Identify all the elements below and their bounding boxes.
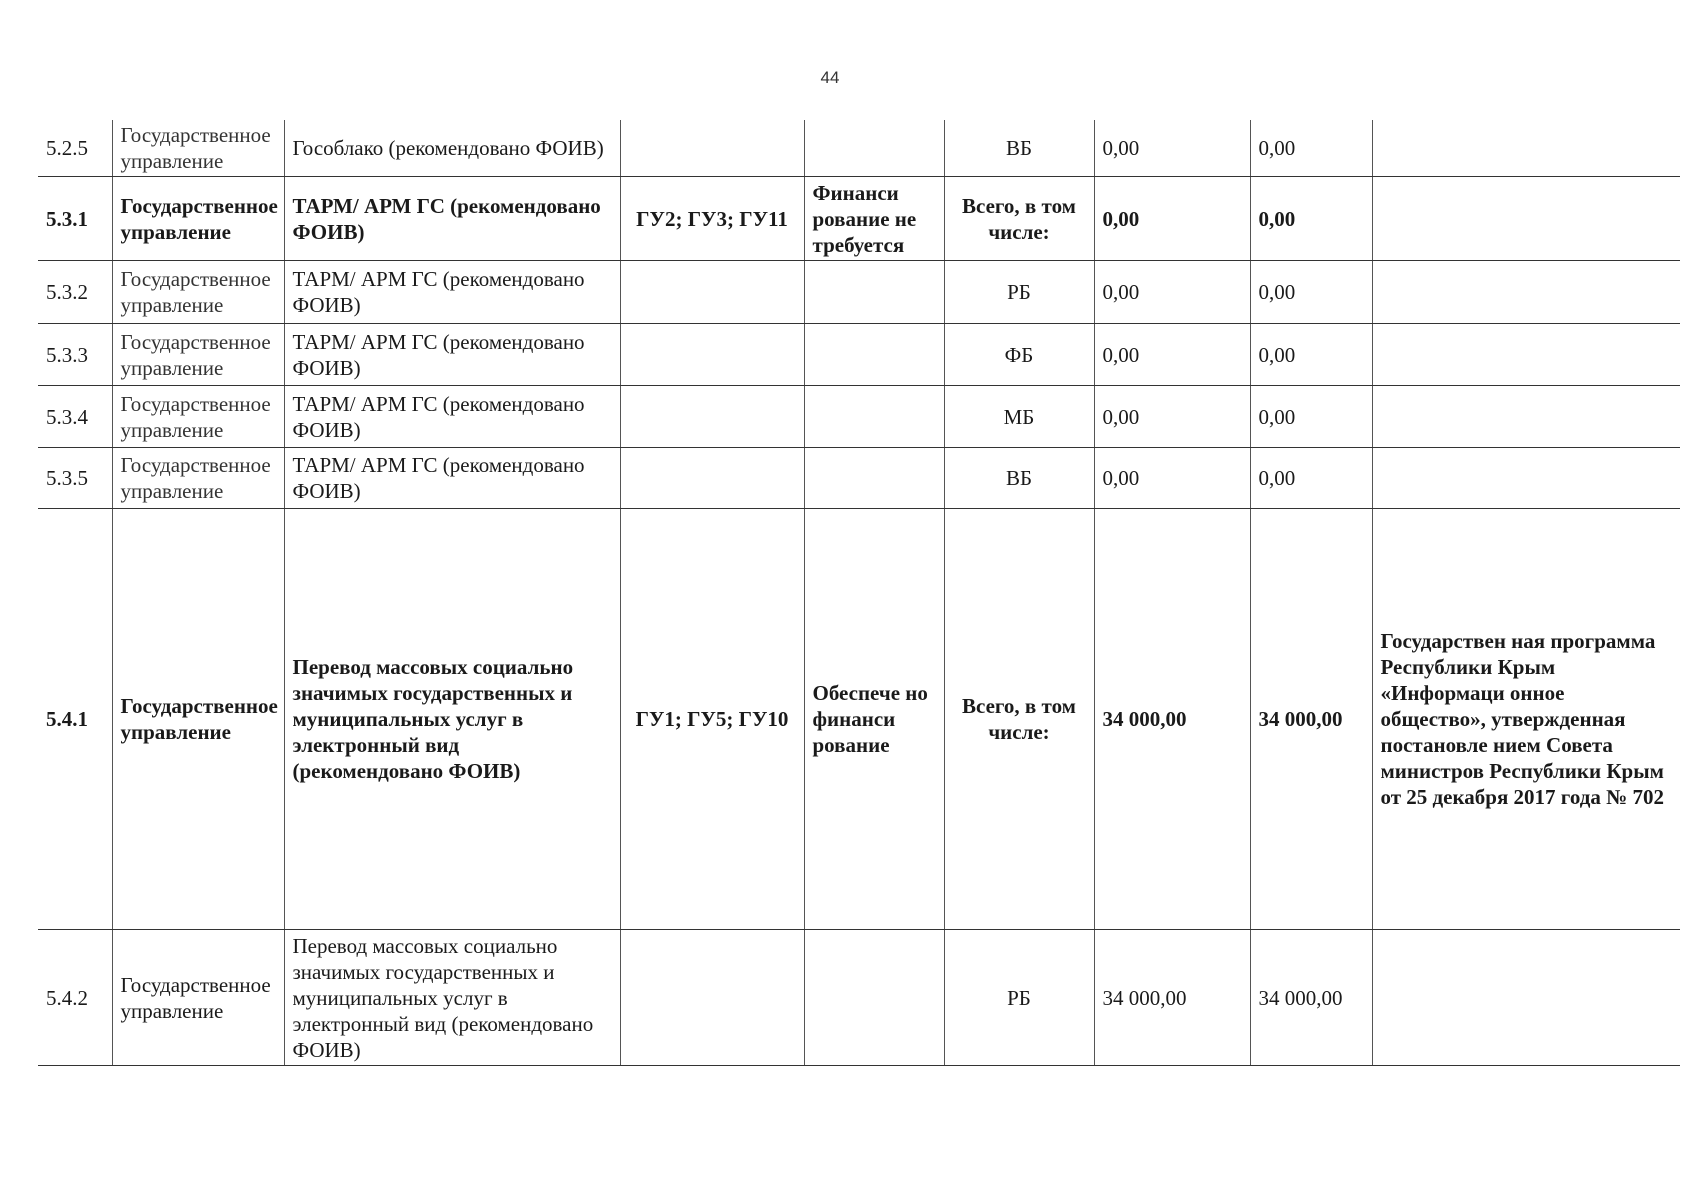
table-row [38,177,1680,261]
row-measure-name: ТАРМ/ АРМ ГС (рекомендовано ФОИВ) [284,448,620,509]
row-services [620,261,804,324]
budget-table [38,120,1680,1066]
row-value-2: 0,00 [1250,177,1372,261]
row-value-1: 0,00 [1094,177,1250,261]
table-row [38,448,1680,509]
row-measure-name: ТАРМ/ АРМ ГС (рекомендовано ФОИВ) [284,324,620,386]
row-area: Государственное управление [112,386,284,448]
row-financing [804,930,944,1066]
row-financing [804,261,944,324]
row-note: Государствен ная программа Республики Крым «Информаци онное общество», утвержденная постановле нием Совета министров Республики Крым от 25 декабря 2017 года № 702 [1372,509,1680,930]
row-area: Государственное управление [112,930,284,1066]
row-services [620,324,804,386]
row-code: 5.3.3 [38,324,112,386]
row-value-1: 0,00 [1094,324,1250,386]
row-financing: Обеспече но финанси рование [804,509,944,930]
row-note [1372,448,1680,509]
table-row [38,386,1680,448]
row-code: 5.2.5 [38,120,112,177]
row-measure-name: Гособлако (рекомендовано ФОИВ) [284,120,620,177]
row-value-2: 0,00 [1250,261,1372,324]
row-measure-name: Перевод массовых социально значимых государственных и муниципальных услуг в электронный вид (рекомендовано ФОИВ) [284,930,620,1066]
row-value-1: 34 000,00 [1094,930,1250,1066]
row-value-1: 0,00 [1094,261,1250,324]
table-row [38,930,1680,1066]
row-financing [804,120,944,177]
row-value-2: 34 000,00 [1250,930,1372,1066]
row-area: Государственное управление [112,448,284,509]
table-row [38,509,1680,930]
row-measure-name: ТАРМ/ АРМ ГС (рекомендовано ФОИВ) [284,261,620,324]
table-row [38,261,1680,324]
row-note [1372,930,1680,1066]
row-code: 5.3.4 [38,386,112,448]
row-financing [804,386,944,448]
row-note [1372,177,1680,261]
row-value-1: 34 000,00 [1094,509,1250,930]
row-note [1372,120,1680,177]
row-note [1372,261,1680,324]
row-financing [804,324,944,386]
row-note [1372,324,1680,386]
row-area: Государственное управление [112,509,284,930]
row-services [620,120,804,177]
row-value-2: 0,00 [1250,120,1372,177]
row-value-1: 0,00 [1094,386,1250,448]
row-code: 5.3.5 [38,448,112,509]
row-measure-name: Перевод массовых социально значимых государственных и муниципальных услуг в электронный вид (рекомендовано ФОИВ) [284,509,620,930]
row-area: Государственное управление [112,177,284,261]
row-services [620,930,804,1066]
row-value-1: 0,00 [1094,120,1250,177]
row-source: ФБ [944,324,1094,386]
table-row [38,120,1680,177]
row-source: РБ [944,261,1094,324]
row-services [620,386,804,448]
table-row [38,324,1680,386]
row-source: МБ [944,386,1094,448]
row-code: 5.3.1 [38,177,112,261]
row-value-2: 0,00 [1250,386,1372,448]
row-source: ВБ [944,120,1094,177]
row-value-2: 0,00 [1250,324,1372,386]
row-area: Государственное управление [112,120,284,177]
row-note [1372,386,1680,448]
row-services: ГУ2; ГУ3; ГУ11 [620,177,804,261]
row-value-2: 0,00 [1250,448,1372,509]
row-source: Всего, в том числе: [944,177,1094,261]
row-services [620,448,804,509]
row-source: ВБ [944,448,1094,509]
row-code: 5.4.2 [38,930,112,1066]
row-financing [804,448,944,509]
row-value-1: 0,00 [1094,448,1250,509]
row-value-2: 34 000,00 [1250,509,1372,930]
row-financing: Финанси рование не требуется [804,177,944,261]
row-area: Государственное управление [112,261,284,324]
row-measure-name: ТАРМ/ АРМ ГС (рекомендовано ФОИВ) [284,386,620,448]
page-number: 44 [820,68,840,87]
row-source: РБ [944,930,1094,1066]
row-source: Всего, в том числе: [944,509,1094,930]
row-services: ГУ1; ГУ5; ГУ10 [620,509,804,930]
row-code: 5.4.1 [38,509,112,930]
row-area: Государственное управление [112,324,284,386]
row-measure-name: ТАРМ/ АРМ ГС (рекомендовано ФОИВ) [284,177,620,261]
row-code: 5.3.2 [38,261,112,324]
